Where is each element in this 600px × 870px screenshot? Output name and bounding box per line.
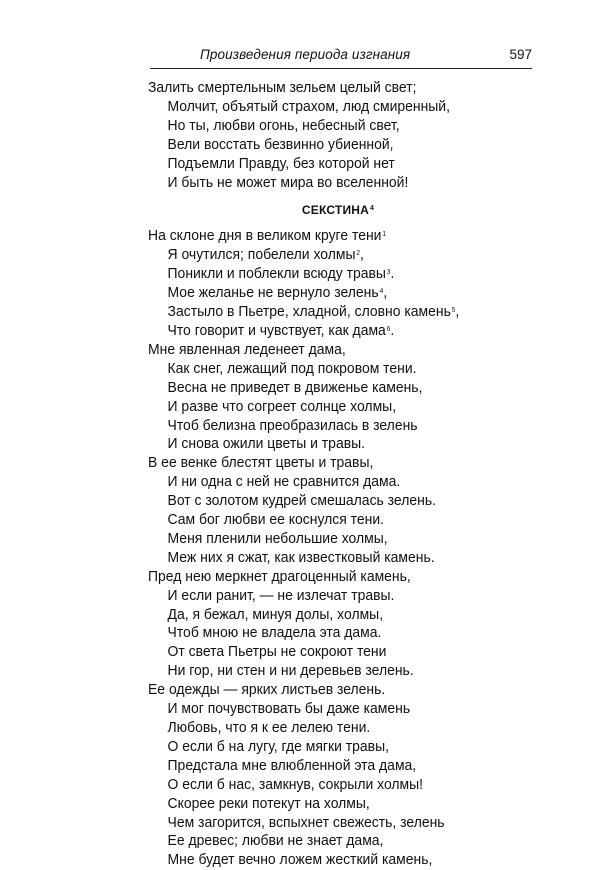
sextina-poem	[148, 227, 538, 870]
verse-line	[148, 606, 511, 625]
verse-line-text: Мое желанье не вернуло зелень	[167, 284, 379, 302]
verse-line	[148, 398, 511, 417]
verse-line	[148, 360, 511, 379]
poem-title	[148, 202, 538, 218]
verse-line	[148, 757, 511, 776]
verse-line-punctuation: ,	[455, 303, 460, 321]
verse-line-text: Скорее реки потекут на холмы,	[167, 794, 370, 812]
verse-line-text: Поникли и поблекли всюду травы	[167, 265, 386, 283]
verse-line-text: Мне будет вечно ложем жесткий камень,	[167, 851, 433, 869]
verse-line	[148, 284, 511, 303]
verse-line-text: О если б нас, замкнув, сокрыли холмы!	[167, 775, 424, 793]
verse-line-text: Мне явленная леденеет дама,	[148, 340, 346, 358]
verse-line	[148, 174, 511, 193]
verse-line	[148, 549, 511, 568]
verse-line	[148, 851, 511, 870]
footnote-mark: 4	[379, 288, 384, 296]
verse-line-text: Меж них я сжат, как известковый камень.	[167, 548, 435, 566]
footnote-mark: 5	[451, 307, 456, 315]
verse-line	[148, 454, 511, 473]
page-body	[148, 79, 538, 870]
verse-line-punctuation: ,	[383, 284, 388, 302]
verse-line	[148, 98, 511, 117]
verse-line-text: Залить смертельным зельем целый свет;	[148, 79, 417, 96]
verse-line-text: Вели восстать безвинно убиенной,	[167, 135, 394, 153]
verse-line-punctuation: .	[390, 321, 395, 339]
verse-line-text: Меня пленили небольшие холмы,	[167, 529, 388, 547]
verse-line	[148, 136, 511, 155]
verse-line-text: Застыло в Пьетре, хладной, словно камень	[167, 303, 451, 321]
poem-title-footnote-mark: 4	[370, 205, 375, 213]
verse-line	[148, 473, 511, 492]
running-head	[150, 46, 532, 69]
verse-line-text: Любовь, что я к ее лелею тени.	[167, 719, 371, 736]
verse-line	[148, 662, 511, 681]
verse-line	[148, 341, 511, 360]
verse-line-text: О если б на лугу, где мягки травы,	[167, 737, 390, 755]
verse-line	[148, 417, 511, 436]
footnote-mark: 3	[386, 269, 391, 277]
verse-line	[148, 435, 511, 454]
verse-line-text: Я очутился; побелели холмы	[167, 246, 356, 264]
intro-stanza	[148, 79, 538, 192]
verse-line-text: Подъемли Правду, без которой нет	[167, 154, 395, 172]
verse-line	[148, 795, 511, 814]
verse-line-text: Ее одежды — ярких листьев зелень.	[148, 681, 386, 699]
verse-line-text: Сам бог любви ее коснулся тени.	[167, 511, 385, 529]
verse-line-text: Как снег, лежащий под покровом тени.	[167, 359, 417, 377]
verse-line	[148, 832, 511, 851]
verse-line-text: Предстала мне влюбленной эта дама,	[167, 756, 417, 774]
verse-line-text: И ни одна с ней не сравнится дама.	[167, 473, 401, 491]
verse-line-text: Чтоб мною не владела эта дама.	[167, 624, 382, 642]
verse-line-text: Весна не приведет в движенье камень,	[167, 378, 423, 396]
page-number: 597	[509, 47, 532, 62]
verse-line-text: Чтоб белизна преобразилась в зелень	[167, 416, 418, 434]
verse-line-text: Ни гор, ни стен и ни деревьев зелень.	[167, 662, 414, 680]
verse-line	[148, 492, 511, 511]
verse-line-text: Пред нею меркнет драгоценный камень,	[148, 567, 411, 585]
verse-line-text: От света Пьетры не сокроют тени	[167, 643, 387, 661]
verse-line-text: И мог почувствовать бы даже камень	[167, 700, 411, 718]
verse-line	[148, 227, 511, 246]
verse-line-text: И разве что согреет солнце холмы,	[167, 397, 397, 415]
verse-line	[148, 379, 511, 398]
verse-line-text: Но ты, любви огонь, небесный свет,	[167, 116, 400, 134]
footnote-mark: 6	[386, 325, 391, 333]
footnote-mark: 1	[382, 231, 387, 239]
verse-line	[148, 738, 511, 757]
verse-line	[148, 246, 511, 265]
poem-title-text: СЕКСТИНА	[301, 203, 369, 218]
verse-line-text: Молчит, объятый страхом, люд смиренный,	[167, 97, 450, 115]
verse-line	[148, 303, 511, 322]
verse-line	[148, 643, 511, 662]
verse-line	[148, 530, 511, 549]
verse-line-text: И быть не может мира во вселенной!	[167, 173, 409, 191]
verse-line	[148, 776, 511, 795]
verse-line-punctuation: .	[390, 265, 395, 283]
verse-line	[148, 624, 511, 643]
verse-line	[148, 814, 511, 833]
verse-line	[148, 587, 511, 606]
verse-line	[148, 700, 511, 719]
verse-line	[148, 117, 511, 136]
verse-line-text: Чем загорится, вспыхнет свежесть, зелень	[167, 813, 445, 831]
footnote-mark: 2	[356, 250, 361, 258]
verse-line	[148, 322, 511, 341]
verse-line-text: Что говорит и чувствует, как дама	[167, 321, 386, 339]
verse-line-text: В ее венке блестят цветы и травы,	[148, 454, 374, 472]
verse-line-punctuation: ,	[360, 246, 364, 264]
verse-line-text: На склоне дня в великом круге тени	[148, 227, 382, 245]
running-title: Произведения периода изгнания	[200, 47, 411, 62]
verse-line-text: Ее древес; любви не знает дама,	[167, 832, 384, 850]
verse-line	[148, 681, 511, 700]
verse-line	[148, 155, 511, 174]
verse-line	[148, 511, 511, 530]
verse-line	[148, 568, 511, 587]
verse-line	[148, 79, 511, 98]
verse-line-text: И если ранит, — не излечат травы.	[167, 586, 395, 604]
verse-line-text: Да, я бежал, минуя долы, холмы,	[167, 605, 384, 623]
verse-line	[148, 265, 511, 284]
verse-line	[148, 719, 511, 738]
verse-line-text: Вот с золотом кудрей смешалась зелень.	[167, 492, 436, 510]
verse-line-text: И снова ожили цветы и травы.	[167, 435, 366, 453]
